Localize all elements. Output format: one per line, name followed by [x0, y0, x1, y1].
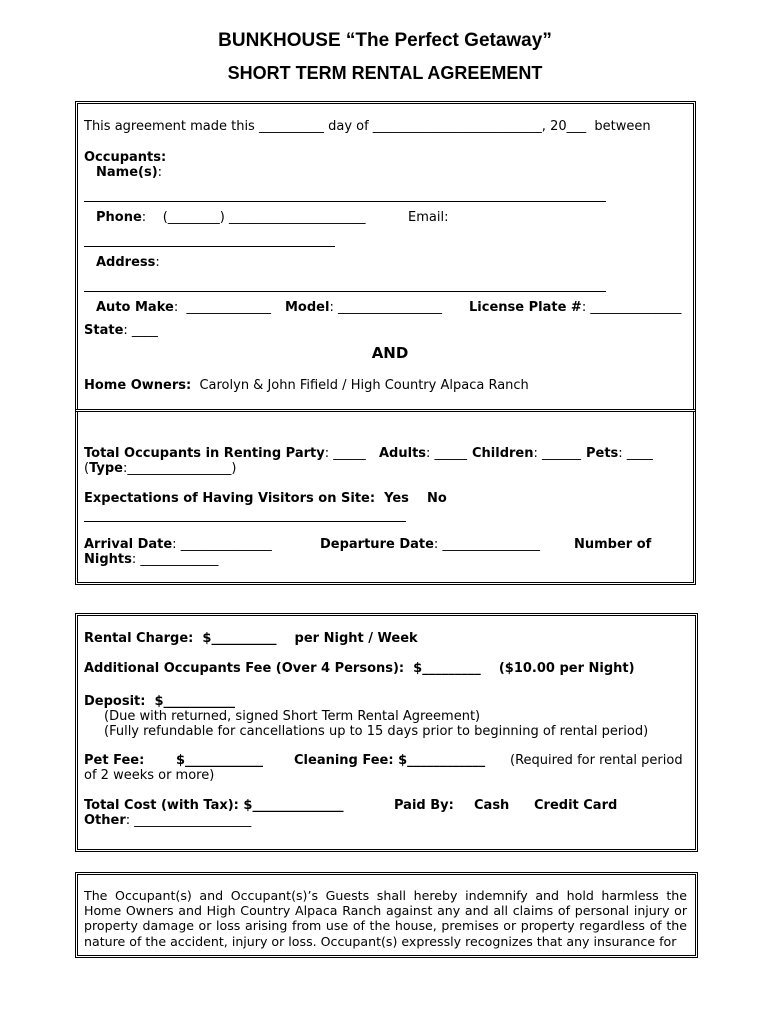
pets-field[interactable]: Pets: ____: [586, 446, 653, 461]
paid-by-label: Paid By:: [394, 798, 454, 813]
deposit-note-1: (Due with returned, signed Short Term Rental Agreement): [104, 709, 481, 724]
nights-label: Number of: [574, 537, 652, 552]
other-field[interactable]: Other: __________________: [84, 813, 252, 828]
type-label: Type: [89, 461, 123, 476]
cleaning-note-2: of 2 weeks or more): [84, 768, 215, 783]
deposit-field[interactable]: Deposit: $___________: [84, 694, 236, 709]
total-cost-field[interactable]: Total Cost (with Tax): $______________: [84, 798, 344, 813]
agreement-date-line: This agreement made this __________ day of __________________________, 20___ between: [84, 119, 651, 134]
email-label: Email:: [408, 210, 449, 225]
other-value: __________________: [134, 813, 252, 828]
state-value: ____: [131, 323, 158, 338]
departure-value: _______________: [442, 537, 540, 552]
cleaning-fee-field[interactable]: Cleaning Fee: $____________: [294, 753, 486, 768]
children-label: Children: [472, 446, 534, 461]
cleaning-note: (Required for rental period: [510, 753, 683, 768]
phone-value: (________) _____________________: [162, 210, 366, 225]
nights-label-2: Nights: [84, 552, 132, 567]
other-label: Other: [84, 813, 126, 828]
license-label: License Plate #: [469, 300, 582, 315]
auto-make-label: Auto Make: [96, 300, 174, 315]
model-value: ________________: [337, 300, 442, 315]
credit-card-option[interactable]: Credit Card: [534, 798, 618, 813]
children-field[interactable]: Children: ______: [472, 446, 582, 461]
state-field[interactable]: State: ____: [84, 323, 158, 338]
visitors-no[interactable]: No: [427, 491, 447, 506]
home-owners-value: Carolyn & John Fifield / High Country Alpaca Ranch: [199, 378, 529, 393]
names-label: Name(s): [96, 165, 158, 180]
visitors-underline[interactable]: [84, 521, 406, 522]
pets-label: Pets: [586, 446, 619, 461]
names-underline[interactable]: [84, 201, 606, 202]
pet-type-field[interactable]: (Type:________________): [84, 461, 237, 476]
auto-make-value: _____________: [186, 300, 271, 315]
phone-label: Phone: [96, 210, 142, 225]
license-value: ______________: [590, 300, 682, 315]
pet-fee-field[interactable]: Pet Fee: $____________: [84, 753, 263, 768]
document-title: BUNKHOUSE “The Perfect Getaway”: [218, 30, 552, 51]
model-label: Model: [285, 300, 330, 315]
model-field[interactable]: Model: ________________: [285, 300, 442, 315]
occupants-label: Occupants:: [84, 150, 167, 165]
rental-charge-field[interactable]: Rental Charge: $__________ per Night / Week: [84, 631, 418, 646]
additional-fee-field[interactable]: Additional Occupants Fee (Over 4 Persons): $_________ ($10.00 per Night): [84, 661, 635, 676]
email-underline[interactable]: [84, 246, 335, 247]
visitors-label: Expectations of Having Visitors on Site: [84, 491, 370, 506]
address-underline[interactable]: [84, 291, 606, 292]
auto-make-field[interactable]: Auto Make: _____________: [96, 300, 271, 315]
home-owners-label: Home Owners:: [84, 378, 192, 393]
address-label: Address: [96, 255, 156, 270]
nights-field[interactable]: Nights: ____________: [84, 552, 219, 567]
arrival-label: Arrival Date: [84, 537, 173, 552]
adults-label: Adults: [379, 446, 427, 461]
total-occupants-field[interactable]: Total Occupants in Renting Party: _____: [84, 446, 366, 461]
visitors-yes[interactable]: Yes: [384, 491, 409, 506]
departure-label: Departure Date: [320, 537, 434, 552]
address-field[interactable]: Address:: [96, 255, 160, 270]
document-subtitle: SHORT TERM RENTAL AGREEMENT: [227, 63, 543, 83]
arrival-field[interactable]: Arrival Date: ______________: [84, 537, 272, 552]
total-occupants-value: _____: [333, 446, 366, 461]
arrival-value: ______________: [180, 537, 272, 552]
pets-value: ____: [626, 446, 653, 461]
home-owners-line: [84, 378, 529, 393]
adults-field[interactable]: Adults: _____: [379, 446, 468, 461]
visitors-line: Expectations of Having Visitors on Site: Yes No: [84, 491, 447, 506]
names-field[interactable]: Name(s):: [96, 165, 163, 180]
and-label: AND: [371, 344, 409, 362]
state-label: State: [84, 323, 124, 338]
deposit-note-2: (Fully refundable for cancellations up to 15 days prior to beginning of rental period): [104, 724, 649, 739]
children-value: ______: [542, 446, 582, 461]
adults-value: _____: [434, 446, 468, 461]
indemnity-paragraph: The Occupant(s) and Occupant(s)’s Guests shall hereby indemnify and hold harmless the Home Owners and High Country Alpaca Ranch against any and all claims of personal injury or property damage or loss arising from use of the house, premises or property regardless of the nature of the accident, injury or loss. Occupant(s) expressly recognizes that any insurance for: [84, 888, 687, 949]
license-field[interactable]: License Plate #: ______________: [469, 300, 682, 315]
type-value: ________________): [127, 461, 237, 476]
cash-option[interactable]: Cash: [474, 798, 510, 813]
nights-value: ____________: [140, 552, 219, 567]
departure-field[interactable]: Departure Date: _______________: [320, 537, 540, 552]
parties-section: [75, 101, 696, 412]
total-occupants-label: Total Occupants in Renting Party: [84, 446, 325, 461]
phone-field[interactable]: Phone: (________) _____________________: [96, 210, 366, 225]
